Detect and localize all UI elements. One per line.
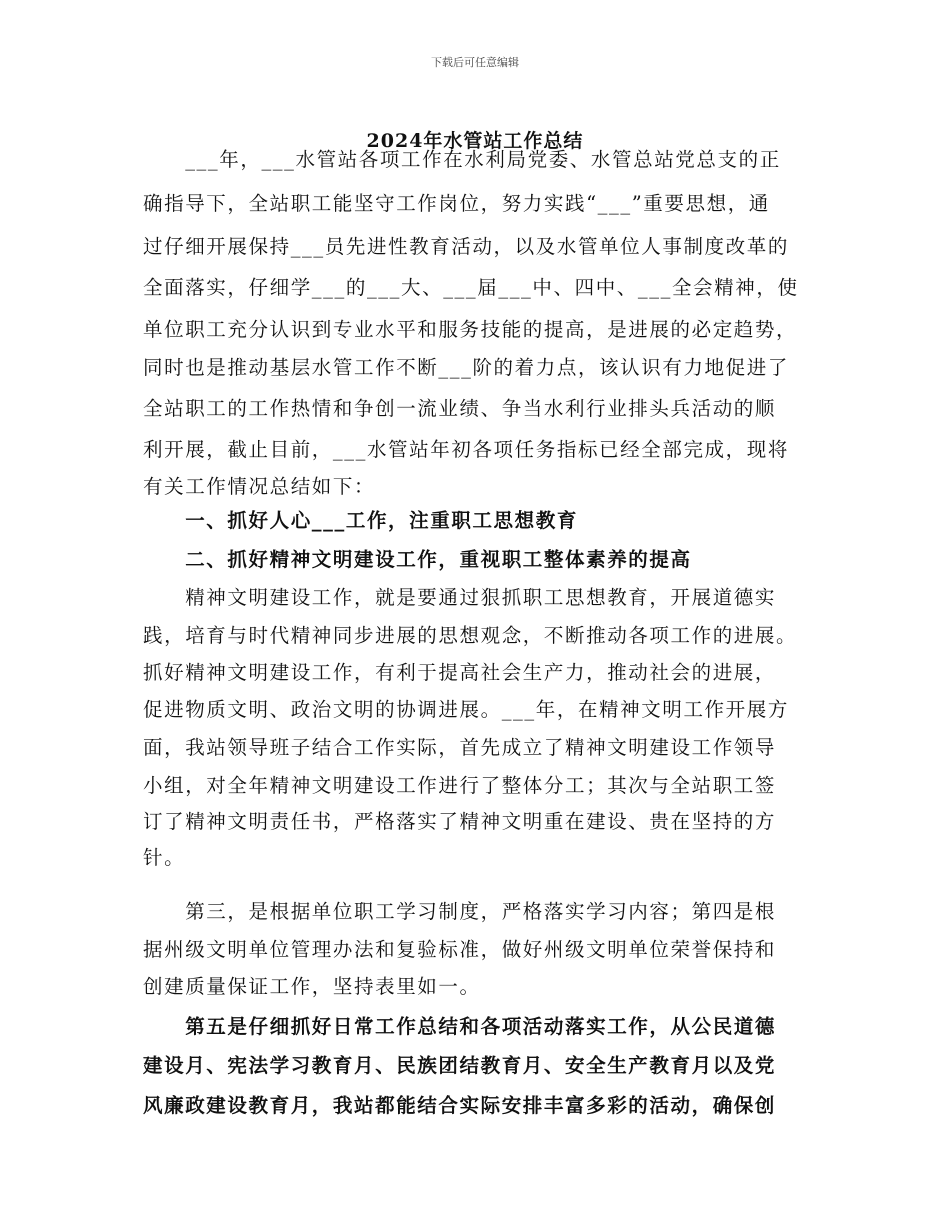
paragraph-line: 订了精神文明责任书，严格落实了精神文明重在建设、贵在坚持的方 bbox=[143, 810, 777, 833]
heading-line: 第五是仔细抓好日常工作总结和各项活动落实工作，从公民道德 bbox=[143, 1015, 777, 1038]
paragraph-line: 全站职工的工作热情和争创一流业绩、争当水利行业排头兵活动的顺 bbox=[143, 397, 777, 420]
paragraph-line: 创建质量保证工作，坚持表里如一。 bbox=[143, 975, 481, 998]
paragraph-line: 精神文明建设工作，就是要通过狠抓职工思想教育，开展道德实 bbox=[143, 586, 777, 609]
paragraph-line: 践，培育与时代精神同步进展的思想观念，不断推动各项工作的进展。 bbox=[143, 624, 798, 647]
paragraph-line: 全面落实，仔细学___的___大、___届___中、四中、___全会精神，使 bbox=[143, 276, 799, 299]
paragraph-line: 利开展，截止目前，___水管站年初各项任务指标已经全部完成，现将 bbox=[143, 438, 789, 461]
heading-line: 一、抓好人心___工作，注重职工思想教育 bbox=[143, 509, 578, 532]
paragraph-line: 单位职工充分认识到专业水平和服务技能的提高，是进展的必定趋势， bbox=[143, 318, 798, 341]
paragraph-line: 面，我站领导班子结合工作实际，首先成立了精神文明建设工作领导 bbox=[143, 736, 777, 759]
paragraph-line: 有关工作情况总结如下： bbox=[143, 475, 376, 498]
heading-line: 风廉政建设教育月，我站都能结合实际安排丰富多彩的活动，确保创 bbox=[143, 1094, 777, 1117]
download-note: 下载后可任意编辑 bbox=[431, 56, 519, 69]
paragraph-line: 确指导下，全站职工能坚守工作岗位，努力实践“___”重要思想，通 bbox=[143, 192, 770, 215]
paragraph-line: 过仔细开展保持___员先进性教育活动，以及水管单位人事制度改革的 bbox=[143, 235, 789, 258]
paragraph-line: 第三，是根据单位职工学习制度，严格落实学习内容；第四是根 bbox=[143, 900, 777, 923]
paragraph-line: 据州级文明单位管理办法和复验标准，做好州级文明单位荣誉保持和 bbox=[143, 938, 777, 961]
paragraph-line: 同时也是推动基层水管工作不断___阶的着力点，该认识有力地促进了 bbox=[143, 356, 789, 379]
paragraph-line: 小组，对全年精神文明建设工作进行了整体分工；其次与全站职工签 bbox=[143, 774, 777, 797]
document-title: 2024年水管站工作总结 bbox=[366, 130, 584, 152]
heading-line: 建设月、宪法学习教育月、民族团结教育月、安全生产教育月以及党 bbox=[143, 1054, 777, 1077]
paragraph-line: ___年，___水管站各项工作在水利局党委、水管总站党总支的正 bbox=[143, 148, 781, 171]
heading-line: 二、抓好精神文明建设工作，重视职工整体素养的提高 bbox=[143, 548, 692, 571]
paragraph-line: 抓好精神文明建设工作，有利于提高社会生产力，推动社会的进展， bbox=[143, 661, 777, 684]
paragraph-line: 针。 bbox=[143, 846, 186, 869]
paragraph-line: 促进物质文明、政治文明的协调进展。___年，在精神文明工作开展方 bbox=[143, 698, 789, 721]
